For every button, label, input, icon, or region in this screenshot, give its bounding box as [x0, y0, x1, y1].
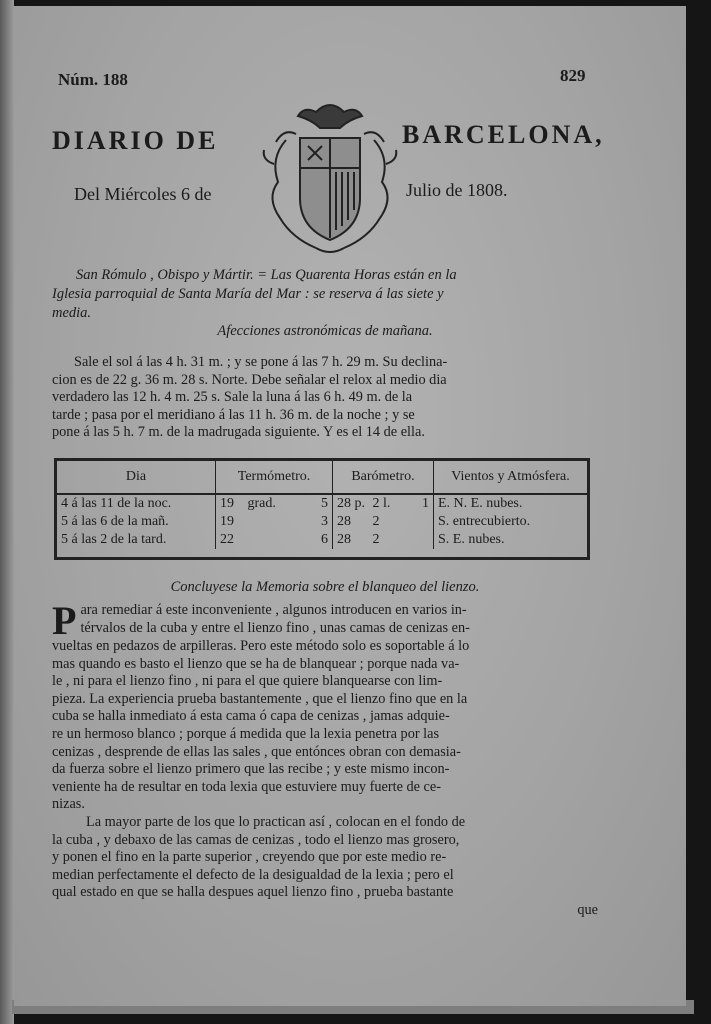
article-line: median perfectamente el defecto de la desigualdad de la lexia ; pero el [52, 866, 454, 883]
header-termometro: Termómetro. [216, 461, 333, 494]
saints-line: media. [52, 305, 92, 321]
astronomy-line: Sale el sol á las 4 h. 31 m. ; y se pone á las 7 h. 29 m. Su declina- [74, 354, 448, 370]
article-line: nizas. [52, 796, 85, 813]
paragraph-1 [52, 598, 598, 814]
cell-vientos: S. entrecubierto. [438, 514, 531, 529]
header-vientos: Vientos y Atmósfera. [434, 461, 588, 494]
termo-frac: 3 [321, 514, 328, 529]
date-left: Del Miércoles 6 de [74, 184, 212, 204]
article-line: veniente ha de resultar en toda lexia que estuviere muy fuerte de ce- [52, 778, 442, 795]
article-line: mas quando es basto el lienzo que se ha de blanquear ; porque nada va- [52, 655, 460, 672]
issue-number: Núm. 188 [58, 70, 128, 89]
baro-frac: 1 [422, 496, 429, 511]
masthead-left: DIARIO DE [52, 126, 219, 155]
termo-value: 19 [220, 514, 234, 529]
baro-value: 28 [337, 532, 351, 547]
article-line: la cuba , y debaxo de las camas de cenizas , todo el lienzo mas grosero, [52, 831, 460, 848]
article-line: ara remediar á este inconveniente , algunos introducen en varios in- [80, 602, 467, 618]
cell-vientos: S. E. nubes. [438, 532, 505, 547]
termo-unit: grad. [247, 496, 276, 511]
article-line: térvalos de la cuba y entre el lienzo fino , unas camas de cenizas en- [80, 619, 470, 636]
termo-frac: 6 [321, 532, 328, 547]
book-spine [0, 0, 14, 1024]
article-heading: Concluyese la Memoria sobre el blanqueo del lienzo. [170, 579, 480, 595]
cell-dia: 4 á las 11 de la noc. [57, 494, 216, 513]
cell-dia: 5 á las 2 de la tard. [57, 531, 216, 549]
baro-value: 28 p. [337, 496, 365, 511]
dropcap-letter: P [52, 598, 77, 643]
article-line: y ponen el fino en la parte superior , creyendo que por este medio re- [52, 849, 447, 866]
astronomy-text [52, 354, 598, 442]
article-line: cuba se halla inmediato á esta cama ó capa de cenizas , jamas adquie- [52, 708, 450, 725]
saints-line: San Rómulo , Obispo y Mártir. = Las Quarenta Horas están en la [76, 267, 457, 283]
table-row [57, 531, 587, 549]
cell-termometro [216, 494, 333, 513]
article-line: qual estado en que se halla despues aquel lienzo fino , prueba bastante [52, 884, 454, 901]
astronomy-line: tarde ; pasa por el meridiano á las 11 h. 36 m. de la noche ; y se [52, 406, 415, 423]
newspaper-page [14, 6, 686, 1006]
article-line: re un hermoso blanco ; porque á medida que la lexia penetra por las [52, 725, 440, 742]
date-right: Julio de 1808. [406, 180, 508, 200]
weather-table [54, 458, 590, 560]
article-line: le , ni para el lienzo fino , ni para el que quiere blanquearse con lim- [52, 673, 443, 690]
cell-termometro [216, 513, 333, 531]
cell-vientos: E. N. E. nubes. [438, 496, 523, 511]
saints-line: Iglesia parroquial de Santa María del Mar : se reserva á las siete y [52, 286, 444, 302]
termo-value: 22 [220, 532, 234, 547]
cell-barometro [333, 531, 434, 549]
header-barometro: Barómetro. [333, 461, 434, 494]
article-line: da fuerza sobre el lienzo primero que las recibe ; y este mismo incon- [52, 761, 450, 778]
cell-dia: 5 á las 6 de la mañ. [57, 513, 216, 531]
cell-barometro [333, 494, 434, 513]
coat-of-arms-icon [256, 98, 404, 258]
astronomy-heading: Afecciones astronómicas de mañana. [217, 323, 433, 339]
table-row [57, 513, 587, 531]
astronomy-line: cion es de 22 g. 36 m. 28 s. Norte. Debe señalar el relox al medio dia [52, 371, 447, 388]
article-body [52, 598, 598, 920]
table-row [57, 494, 587, 513]
article-line: La mayor parte de los que lo practican así , colocan en el fondo de [86, 813, 466, 830]
article-line: pieza. La experiencia prueba bastantemente , que el lienzo fino que en la [52, 690, 468, 707]
baro-lines: 2 l. [372, 496, 391, 511]
astronomy-line: verdadero las 12 h. 4 m. 25 s. Sale la luna á las 6 h. 49 m. de la [52, 389, 413, 406]
baro-lines: 2 [372, 514, 380, 529]
catchword: que [577, 901, 598, 918]
cell-termometro [216, 531, 333, 549]
paragraph-2 [52, 814, 598, 902]
masthead-right: BARCELONA, [402, 120, 605, 149]
baro-lines: 2 [372, 532, 380, 547]
header-dia: Dia [57, 461, 216, 494]
cell-barometro [333, 513, 434, 531]
saints-notice [52, 266, 598, 323]
baro-value: 28 [337, 514, 351, 529]
table-header-row [57, 461, 587, 494]
article-line: vueltas en pedazos de arpilleras. Pero este método solo es soportable á lo [52, 638, 470, 654]
page-number: 829 [560, 66, 586, 85]
astronomy-line: pone á las 5 h. 7 m. de la madrugada siguiente. Y es el 14 de ella. [52, 424, 425, 441]
termo-frac: 5 [321, 496, 328, 511]
termo-value: 19 [220, 496, 234, 511]
article-line: cenizas , desprende de ellas las sales , que entónces obran con demasia- [52, 743, 461, 760]
